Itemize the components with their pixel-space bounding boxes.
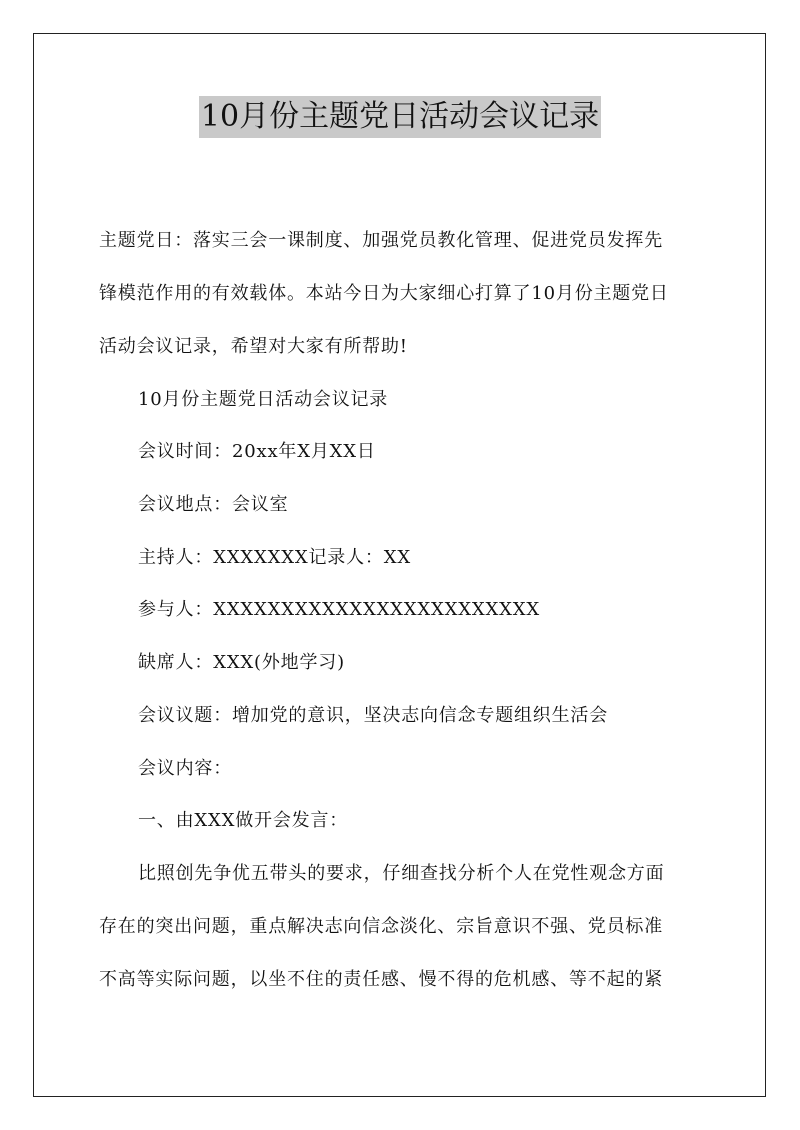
document-title: 10月份主题党日活动会议记录 [199,96,601,138]
host-and-recorder: 主持人：XXXXXXX记录人：XX [138,547,411,568]
absentees: 缺席人：XXX(外地学习) [138,652,345,673]
subtitle-line: 10月份主题党日活动会议记录 [138,389,389,410]
paragraph-line-2: 存在的突出问题，重点解决志向信念淡化、宗旨意识不强、党员标准 [99,916,663,937]
intro-line-1: 主题党日：落实三会一课制度、加强党员教化管理、促进党员发挥先 [99,230,663,251]
title-container [0,96,800,138]
meeting-content-heading: 会议内容： [138,758,232,779]
meeting-topic: 会议议题：增加党的意识，坚决志向信念专题组织生活会 [138,705,608,726]
meeting-location: 会议地点：会议室 [138,494,289,515]
meeting-time: 会议时间：20xx年X月XX日 [138,441,376,462]
intro-line-3: 活动会议记录，希望对大家有所帮助! [99,336,408,357]
paragraph-line-1: 比照创先争优五带头的要求，仔细查找分析个人在党性观念方面 [138,863,665,884]
paragraph-line-3: 不高等实际问题，以坐不住的责任感、慢不得的危机感、等不起的紧 [99,969,663,990]
participants: 参与人：XXXXXXXXXXXXXXXXXXXXXXXX [138,599,540,620]
section-one-heading: 一、由XXX做开会发言： [138,810,349,831]
intro-line-2: 锋模范作用的有效载体。本站今日为大家细心打算了10月份主题党日 [99,283,669,304]
